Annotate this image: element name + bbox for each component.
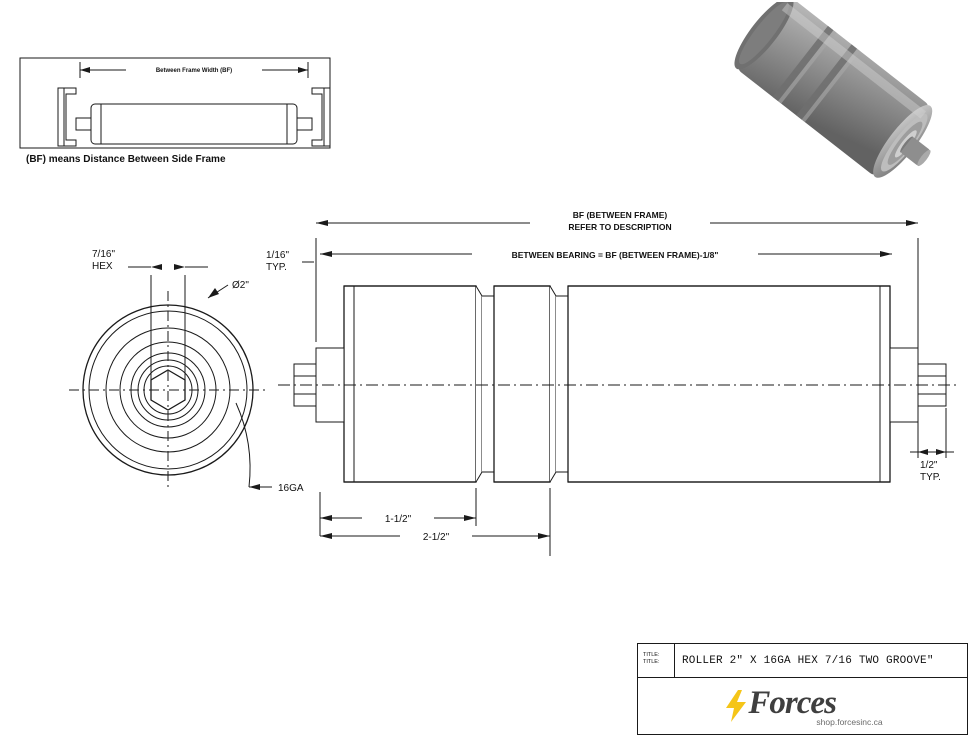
hex-size-label-line1: 7/16" bbox=[92, 249, 116, 260]
title-block-divider bbox=[674, 644, 675, 677]
gauge-label: 16GA bbox=[278, 483, 304, 494]
left-typ-line1: 1/16" bbox=[266, 250, 290, 261]
diameter-label: Ø2" bbox=[232, 280, 249, 291]
between-frame-note-diagram bbox=[18, 22, 338, 164]
bf-between-frame-line1: BF (BETWEEN FRAME) bbox=[572, 210, 668, 220]
left-typ-line2: TYP. bbox=[266, 262, 287, 273]
title-block bbox=[637, 643, 968, 735]
title-block-label bbox=[643, 652, 671, 666]
right-typ-line1: 1/2" bbox=[920, 460, 938, 471]
title-label-line1: TITLE: bbox=[643, 652, 660, 658]
roller-3d-render bbox=[715, 2, 970, 187]
title-block-title-row bbox=[638, 644, 967, 678]
hex-size-label-line2: HEX bbox=[92, 261, 113, 272]
company-logo bbox=[638, 678, 967, 734]
bf-caption: (BF) means Distance Between Side Frame bbox=[26, 154, 226, 164]
logo-wordmark: Forces bbox=[748, 684, 836, 721]
between-bearing-label: BETWEEN BEARING = BF (BETWEEN FRAME)-1/8" bbox=[511, 250, 719, 260]
groove-dim-2: 2-1/2" bbox=[422, 532, 450, 543]
title-label-line2: TITLE: bbox=[643, 659, 660, 665]
groove-dim-1: 1-1/2" bbox=[384, 514, 412, 525]
right-typ-line2: TYP. bbox=[920, 472, 941, 483]
lightning-bolt-icon bbox=[724, 690, 748, 722]
roller-side-view bbox=[258, 196, 970, 586]
part-title: ROLLER 2" X 16GA HEX 7/16 TWO GROOVE" bbox=[682, 655, 934, 667]
bf-width-label: Between Frame Width (BF) bbox=[155, 68, 233, 74]
logo-website: shop.forcesinc.ca bbox=[816, 716, 883, 727]
bf-between-frame-line2: REFER TO DESCRIPTION bbox=[568, 222, 672, 232]
